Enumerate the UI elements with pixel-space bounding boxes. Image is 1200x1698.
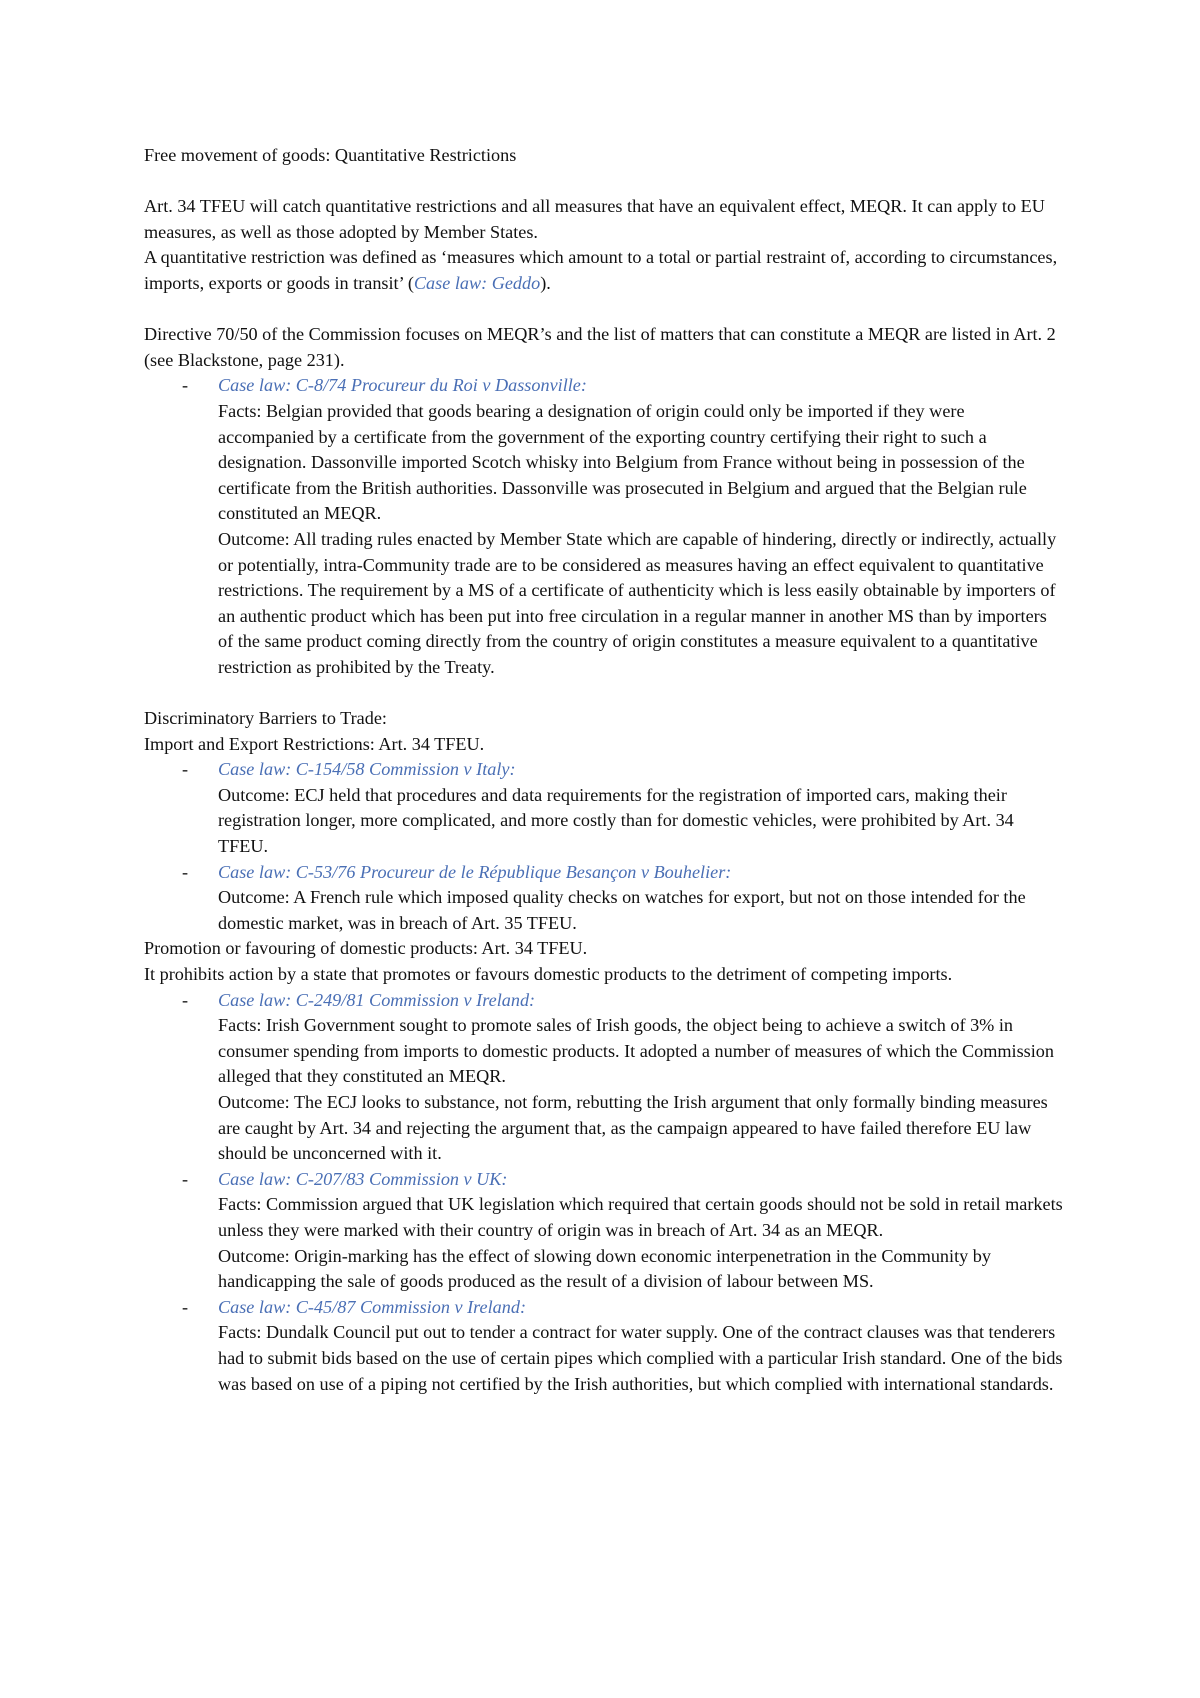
case-item-dassonville bbox=[144, 373, 1064, 680]
directive-case-list bbox=[144, 373, 1064, 680]
promotion-case-list bbox=[144, 988, 1064, 1398]
intro-paragraph-2-end: ). bbox=[540, 272, 551, 293]
bullet-dash: - bbox=[182, 1168, 189, 1189]
case-facts: Facts: Irish Government sought to promote sales of Irish goods, the object being to achieve a switch of 3% in consumer spending from imports to domestic products. It adopted a number of measures of which the Commission alleged that they constituted an MEQR. bbox=[218, 1015, 1054, 1087]
case-outcome: Outcome: A French rule which imposed quality checks on watches for export, but not on those intended for the domestic market, was in breach of Art. 35 TFEU. bbox=[218, 887, 1026, 933]
case-facts: Facts: Commission argued that UK legislation which required that certain goods should not be sold in retail markets unless they were marked with their country of origin was in breach of Art. 34 as an MEQR. bbox=[218, 1194, 1063, 1240]
case-outcome: Outcome: ECJ held that procedures and data requirements for the registration of imported cars, making their registration longer, more complicated, and more costly than for domestic vehicles, were prohibited by Art. 34 TFEU. bbox=[218, 784, 1014, 857]
case-title: Case law: C-249/81 Commission v Ireland: bbox=[218, 989, 536, 1010]
bullet-dash: - bbox=[182, 1296, 189, 1317]
case-facts: Facts: Belgian provided that goods bearing a designation of origin could only be imported if they were accompanied by a certificate from the government of the exporting country certifying their right to such a designation. Dassonville imported Scotch whisky into Belgium from France without being in possession of the certificate from the British authorities. Dassonville was prosecuted in Belgium and argued that the Belgian rule constituted an MEQR. bbox=[218, 400, 1027, 524]
section-heading-promotion: Promotion or favouring of domestic products: Art. 34 TFEU. bbox=[144, 938, 588, 959]
document-title: Free movement of goods: Quantitative Restrictions bbox=[144, 145, 517, 165]
case-title: Case law: C-8/74 Procureur du Roi v Dassonville: bbox=[218, 375, 587, 396]
case-item-commission-v-ireland-249 bbox=[144, 988, 1064, 1167]
intro-paragraph-2-text: A quantitative restriction was defined as ‘measures which amount to a total or partial restraint of, according to circumstances, imports, exports or goods in transit’ ( bbox=[144, 247, 1058, 293]
bullet-dash: - bbox=[182, 375, 189, 396]
discriminatory-case-list bbox=[144, 757, 1064, 936]
case-outcome: Outcome: Origin-marking has the effect of slowing down economic interpenetration in the Community by handicapping the sale of goods produced as the result of a division of labour between MS. bbox=[218, 1245, 991, 1292]
bullet-dash: - bbox=[182, 759, 189, 780]
case-item-bouhelier bbox=[144, 860, 1064, 937]
spacer bbox=[144, 169, 1064, 195]
directive-paragraph: Directive 70/50 of the Commission focuses on MEQR’s and the list of matters that can constitute a MEQR are listed in Art. 2 (see Blackstone, page 231). bbox=[144, 324, 1056, 370]
bullet-dash: - bbox=[182, 989, 189, 1010]
case-facts: Facts: Dundalk Council put out to tender a contract for water supply. One of the contract clauses was that tenderers had to submit bids based on the use of certain pipes which complied with a particular Irish standard. One of the bids was based on use of a piping not certified by the Irish authorities, but which complied with international standards. bbox=[218, 1322, 1063, 1394]
case-item-commission-v-ireland-45 bbox=[144, 1295, 1064, 1397]
spacer bbox=[144, 680, 1064, 706]
intro-paragraph-1: Art. 34 TFEU will catch quantitative restrictions and all measures that have an equivalent effect, MEQR. It can apply to EU measures, as well as those adopted by Member States. bbox=[144, 196, 1045, 242]
case-outcome: Outcome: All trading rules enacted by Member State which are capable of hindering, directly or indirectly, actually or potentially, intra-Community trade are to be considered as measures having an effect equivalent to quantitative restrictions. The requirement by a MS of a certificate of authenticity which is less easily obtainable by importers of an authentic product which has been put into free circulation in a regular manner in another MS than by importers of the same product coming directly from the country of origin constitutes a measure equivalent to a quantitative restriction as prohibited by the Treaty. bbox=[218, 528, 1057, 677]
intro-paragraph-2 bbox=[144, 245, 1064, 296]
spacer bbox=[144, 297, 1064, 323]
promotion-paragraph: It prohibits action by a state that promotes or favours domestic products to the detriment of competing imports. bbox=[144, 964, 953, 984]
case-outcome: Outcome: The ECJ looks to substance, not form, rebutting the Irish argument that only formally binding measures are caught by Art. 34 and rejecting the argument that, as the campaign appeared to have failed therefore EU law should be unconcerned with it. bbox=[218, 1091, 1048, 1164]
case-title: Case law: C-154/58 Commission v Italy: bbox=[218, 759, 516, 780]
case-title: Case law: C-45/87 Commission v Ireland: bbox=[218, 1296, 526, 1317]
section-heading-discriminatory: Discriminatory Barriers to Trade: bbox=[144, 708, 387, 729]
case-title: Case law: C-53/76 Procureur de le République Besançon v Bouhelier: bbox=[218, 861, 732, 882]
section-subheading-import-export: Import and Export Restrictions: Art. 34 TFEU. bbox=[144, 733, 485, 754]
bullet-dash: - bbox=[182, 861, 189, 882]
case-reference-geddo: Case law: Geddo bbox=[413, 272, 541, 293]
document-page bbox=[144, 143, 1064, 1397]
case-title: Case law: C-207/83 Commission v UK: bbox=[218, 1168, 508, 1189]
case-item-commission-v-uk bbox=[144, 1167, 1064, 1295]
case-item-commission-v-italy bbox=[144, 757, 1064, 859]
